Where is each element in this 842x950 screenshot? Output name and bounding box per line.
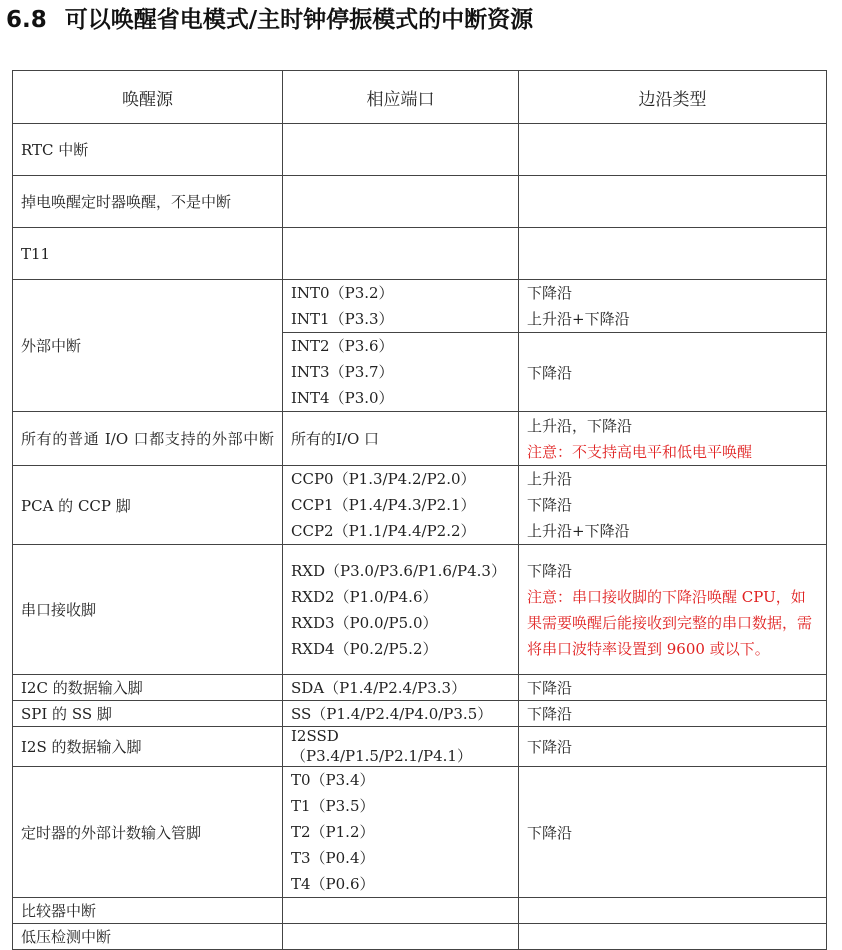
table-row [13, 124, 827, 176]
table-row [13, 727, 827, 767]
port-line: T0（P3.4） [291, 771, 375, 789]
table-row [13, 924, 827, 950]
edge-cell [519, 412, 827, 466]
header-source: 唤醒源 [13, 71, 283, 124]
port-line: CCP2（P1.1/P4.4/P2.2） [291, 522, 476, 540]
edge-cell: 下降沿 [519, 727, 827, 767]
section-number: 6.8 [6, 7, 47, 33]
edge-line: 上升沿+下降沿 [527, 310, 630, 328]
table-row [13, 898, 827, 924]
source-cell: I2S 的数据输入脚 [13, 727, 283, 767]
table-row [13, 701, 827, 727]
source-cell: 掉电唤醒定时器唤醒，不是中断 [13, 176, 283, 228]
edge-line: 上升沿，下降沿 [527, 416, 633, 435]
port-line: CCP0（P1.3/P4.2/P2.0） [291, 470, 476, 488]
port-cell: SDA（P1.4/P2.4/P3.3） [283, 675, 519, 701]
edge-line: 上升沿+下降沿 [527, 522, 630, 540]
port-line: RXD2（P1.0/P4.6） [291, 587, 438, 606]
edge-line: 下降沿 [527, 561, 573, 580]
edge-cell [519, 124, 827, 176]
wakeup-source-table [12, 70, 827, 950]
source-cell: T11 [13, 228, 283, 280]
source-cell: 低压检测中断 [13, 924, 283, 950]
edge-note: 注意：串口接收脚的下降沿唤醒 CPU，如果需要唤醒后能接收到完整的串口数据，需将串口波特率设置到 9600 或以下。 [527, 587, 813, 658]
port-line: T2（P1.2） [291, 823, 375, 841]
edge-cell [519, 228, 827, 280]
port-cell: SS（P1.4/P2.4/P4.0/P3.5） [283, 701, 519, 727]
port-line: RXD4（P0.2/P5.2） [291, 639, 438, 658]
port-cell [283, 545, 519, 675]
port-cell [283, 333, 519, 412]
source-cell [13, 412, 283, 466]
edge-note: 注意：不支持高电平和低电平唤醒 [527, 442, 753, 461]
port-line: INT3（P3.7） [291, 363, 394, 381]
edge-line: 下降沿 [527, 284, 573, 302]
port-line: CCP1（P1.4/P4.3/P2.1） [291, 496, 476, 514]
section-title: 可以唤醒省电模式/主时钟停振模式的中断资源 [64, 7, 534, 33]
edge-cell [519, 466, 827, 545]
edge-cell [519, 545, 827, 675]
port-line: RXD3（P0.0/P5.0） [291, 613, 438, 632]
table-row [13, 228, 827, 280]
edge-cell: 下降沿 [519, 701, 827, 727]
source-cell: 串口接收脚 [13, 545, 283, 675]
source-cell: RTC 中断 [13, 124, 283, 176]
edge-line: 下降沿 [527, 496, 573, 514]
port-line: INT4（P3.0） [291, 389, 394, 407]
port-line: INT2（P3.6） [291, 337, 394, 355]
table-row [13, 767, 827, 898]
port-cell [283, 176, 519, 228]
source-cell: 定时器的外部计数输入管脚 [13, 767, 283, 898]
header-edge: 边沿类型 [519, 71, 827, 124]
table-row [13, 466, 827, 545]
edge-cell: 下降沿 [519, 333, 827, 412]
table-row [13, 280, 827, 333]
source-text: 所有的普通 I/O 口都支持的外部中断 [21, 429, 274, 448]
table-row [13, 412, 827, 466]
port-cell: I2SSD（P3.4/P1.5/P2.1/P4.1） [283, 727, 519, 767]
table-row [13, 675, 827, 701]
port-cell [283, 228, 519, 280]
source-cell: 外部中断 [13, 280, 283, 412]
port-cell [283, 898, 519, 924]
port-cell [283, 466, 519, 545]
edge-cell [519, 924, 827, 950]
table-row [13, 176, 827, 228]
port-cell [283, 767, 519, 898]
header-row [13, 71, 827, 124]
edge-cell: 下降沿 [519, 767, 827, 898]
section-heading [6, 4, 533, 36]
port-cell [283, 924, 519, 950]
source-cell: SPI 的 SS 脚 [13, 701, 283, 727]
header-port: 相应端口 [283, 71, 519, 124]
source-cell: 比较器中断 [13, 898, 283, 924]
edge-cell: 下降沿 [519, 675, 827, 701]
edge-cell [519, 176, 827, 228]
edge-line: 上升沿 [527, 470, 573, 488]
port-line: T3（P0.4） [291, 849, 375, 867]
source-cell: I2C 的数据输入脚 [13, 675, 283, 701]
table-row [13, 545, 827, 675]
edge-cell [519, 898, 827, 924]
port-line: INT1（P3.3） [291, 310, 394, 328]
port-cell [283, 124, 519, 176]
source-cell: PCA 的 CCP 脚 [13, 466, 283, 545]
port-cell [283, 280, 519, 333]
edge-cell [519, 280, 827, 333]
port-line: INT0（P3.2） [291, 284, 394, 302]
port-line: T4（P0.6） [291, 875, 375, 893]
port-line: T1（P3.5） [291, 797, 375, 815]
port-cell: 所有的I/O 口 [283, 412, 519, 466]
port-line: RXD（P3.0/P3.6/P1.6/P4.3） [291, 561, 506, 580]
